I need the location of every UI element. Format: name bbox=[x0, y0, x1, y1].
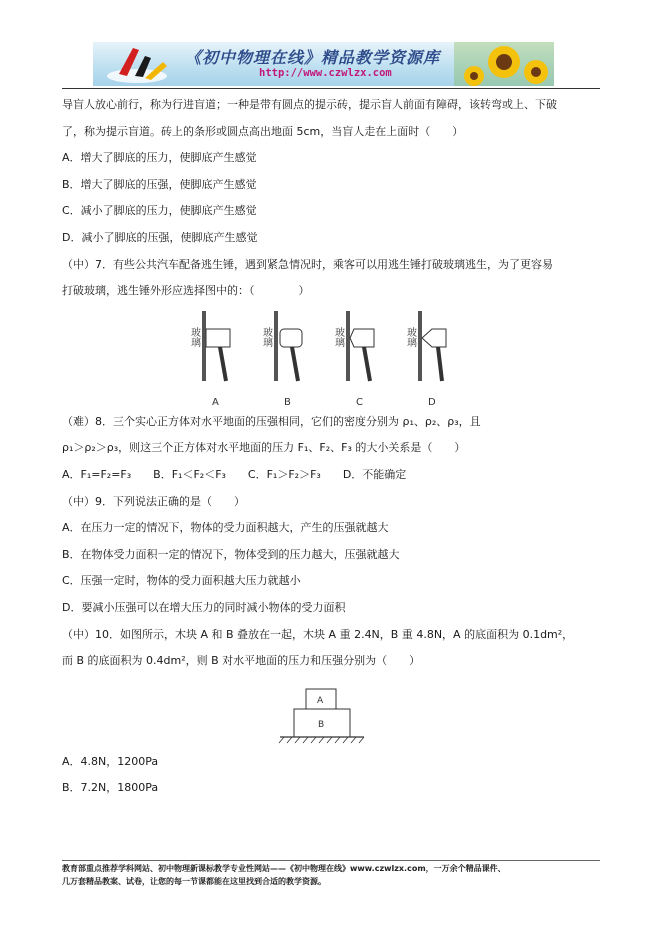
footer-line: 几万套精品教案、试卷，让您的每一节课都能在这里找到合适的教学资源。 bbox=[62, 877, 326, 886]
option-line: D．减小了脚底的压强，使脚底产生感觉 bbox=[62, 230, 258, 244]
option-label-b: B bbox=[284, 396, 291, 408]
glass-label-a: 玻璃 bbox=[188, 326, 200, 347]
option-line: B．7.2N，1800Pa bbox=[62, 781, 159, 795]
block-a-label: A bbox=[317, 695, 324, 706]
block-figure bbox=[62, 675, 602, 749]
question-line: （中）10．如图所示，木块 A 和 B 叠放在一起，木块 A 重 2.4N，B 重 4.8N，A 的底面积为 0.1dm²， bbox=[62, 627, 574, 641]
hammer-option-d bbox=[405, 311, 447, 408]
question-line: （中）9．下列说法正确的是（ ） bbox=[62, 494, 245, 508]
block-b-label: B bbox=[318, 719, 325, 730]
hammer-diagram bbox=[62, 305, 602, 409]
option-line: A．F₁=F₂=F₃ B．F₁＜F₂＜F₃ C．F₁＞F₂＞F₃ D．不能确定 bbox=[62, 467, 407, 481]
header-banner bbox=[93, 42, 554, 86]
option-line: A．4.8N，1200Pa bbox=[62, 754, 159, 768]
question-line: （难）8．三个实心正方体对水平地面的压强相同，它们的密度分别为 ρ₁、ρ₂、ρ₃，且 bbox=[62, 414, 481, 428]
glass-label-b: 玻璃 bbox=[260, 326, 272, 347]
option-line: C．压强一定时，物体的受力面积越大压力就越小 bbox=[62, 574, 301, 588]
option-line: A．增大了脚底的压力，使脚底产生感觉 bbox=[62, 151, 257, 165]
ground-hatch bbox=[279, 737, 364, 743]
glass-label-c: 玻璃 bbox=[332, 326, 344, 347]
footer-rule bbox=[62, 860, 600, 861]
header-rule bbox=[62, 88, 600, 89]
option-label-a: A bbox=[212, 396, 219, 408]
glass-label-d: 玻璃 bbox=[404, 326, 416, 347]
option-label-c: C bbox=[356, 396, 363, 408]
question-line: 而 B 的底面积为 0.4dm²，则 B 对水平地面的压力和压强分别为（ ） bbox=[62, 654, 421, 668]
sunflower-icon bbox=[454, 42, 554, 86]
banner-url: http://www.czwlzx.com bbox=[259, 67, 392, 79]
hammer-option-c bbox=[333, 311, 375, 408]
question-line: ρ₁＞ρ₂＞ρ₃，则这三个正方体对水平地面的压力 F₁、F₂、F₃ 的大小关系是（ ） bbox=[62, 441, 466, 455]
option-line: A．在压力一定的情况下，物体的受力面积越大，产生的压强就越大 bbox=[62, 521, 389, 535]
hammer-option-b bbox=[261, 311, 303, 408]
option-label-d: D bbox=[428, 396, 436, 408]
option-line: B．增大了脚底的压强，使脚底产生感觉 bbox=[62, 177, 257, 191]
page-footer bbox=[62, 862, 602, 888]
banner-title: 《初中物理在线》精品教学资源库 bbox=[185, 48, 441, 67]
page-content bbox=[62, 92, 602, 802]
question-line: 打破玻璃，逃生锤外形应选择图中的：（ ） bbox=[62, 284, 310, 298]
text-line: 导盲人放心前行，称为行进盲道；一种是带有圆点的提示砖，提示盲人前面有障碍，该转弯或上、下破 bbox=[62, 98, 557, 111]
hammer-figure bbox=[62, 305, 602, 409]
site-logo-icon bbox=[93, 42, 183, 86]
option-line: B．在物体受力面积一定的情况下，物体受到的压力越大，压强就越大 bbox=[62, 547, 400, 561]
block-diagram bbox=[62, 675, 602, 749]
text-line: 了，称为提示盲道。砖上的条形或圆点高出地面 5cm，当盲人走在上面时（ ） bbox=[62, 124, 464, 138]
question-line: （中）7．有些公共汽车配备逃生锤，遇到紧急情况时，乘客可以用逃生锤打破玻璃逃生，为了更容易 bbox=[62, 257, 553, 271]
option-line: D．要减小压强可以在增大压力的同时减小物体的受力面积 bbox=[62, 600, 346, 614]
footer-line: 教育部重点推荐学科网站、初中物理新课标教学专业性网站——《初中物理在线》www.czwlzx.com，一万余个精品课件、 bbox=[62, 864, 506, 873]
hammer-option-a bbox=[189, 311, 231, 408]
option-line: C．减小了脚底的压力，使脚底产生感觉 bbox=[62, 204, 257, 218]
